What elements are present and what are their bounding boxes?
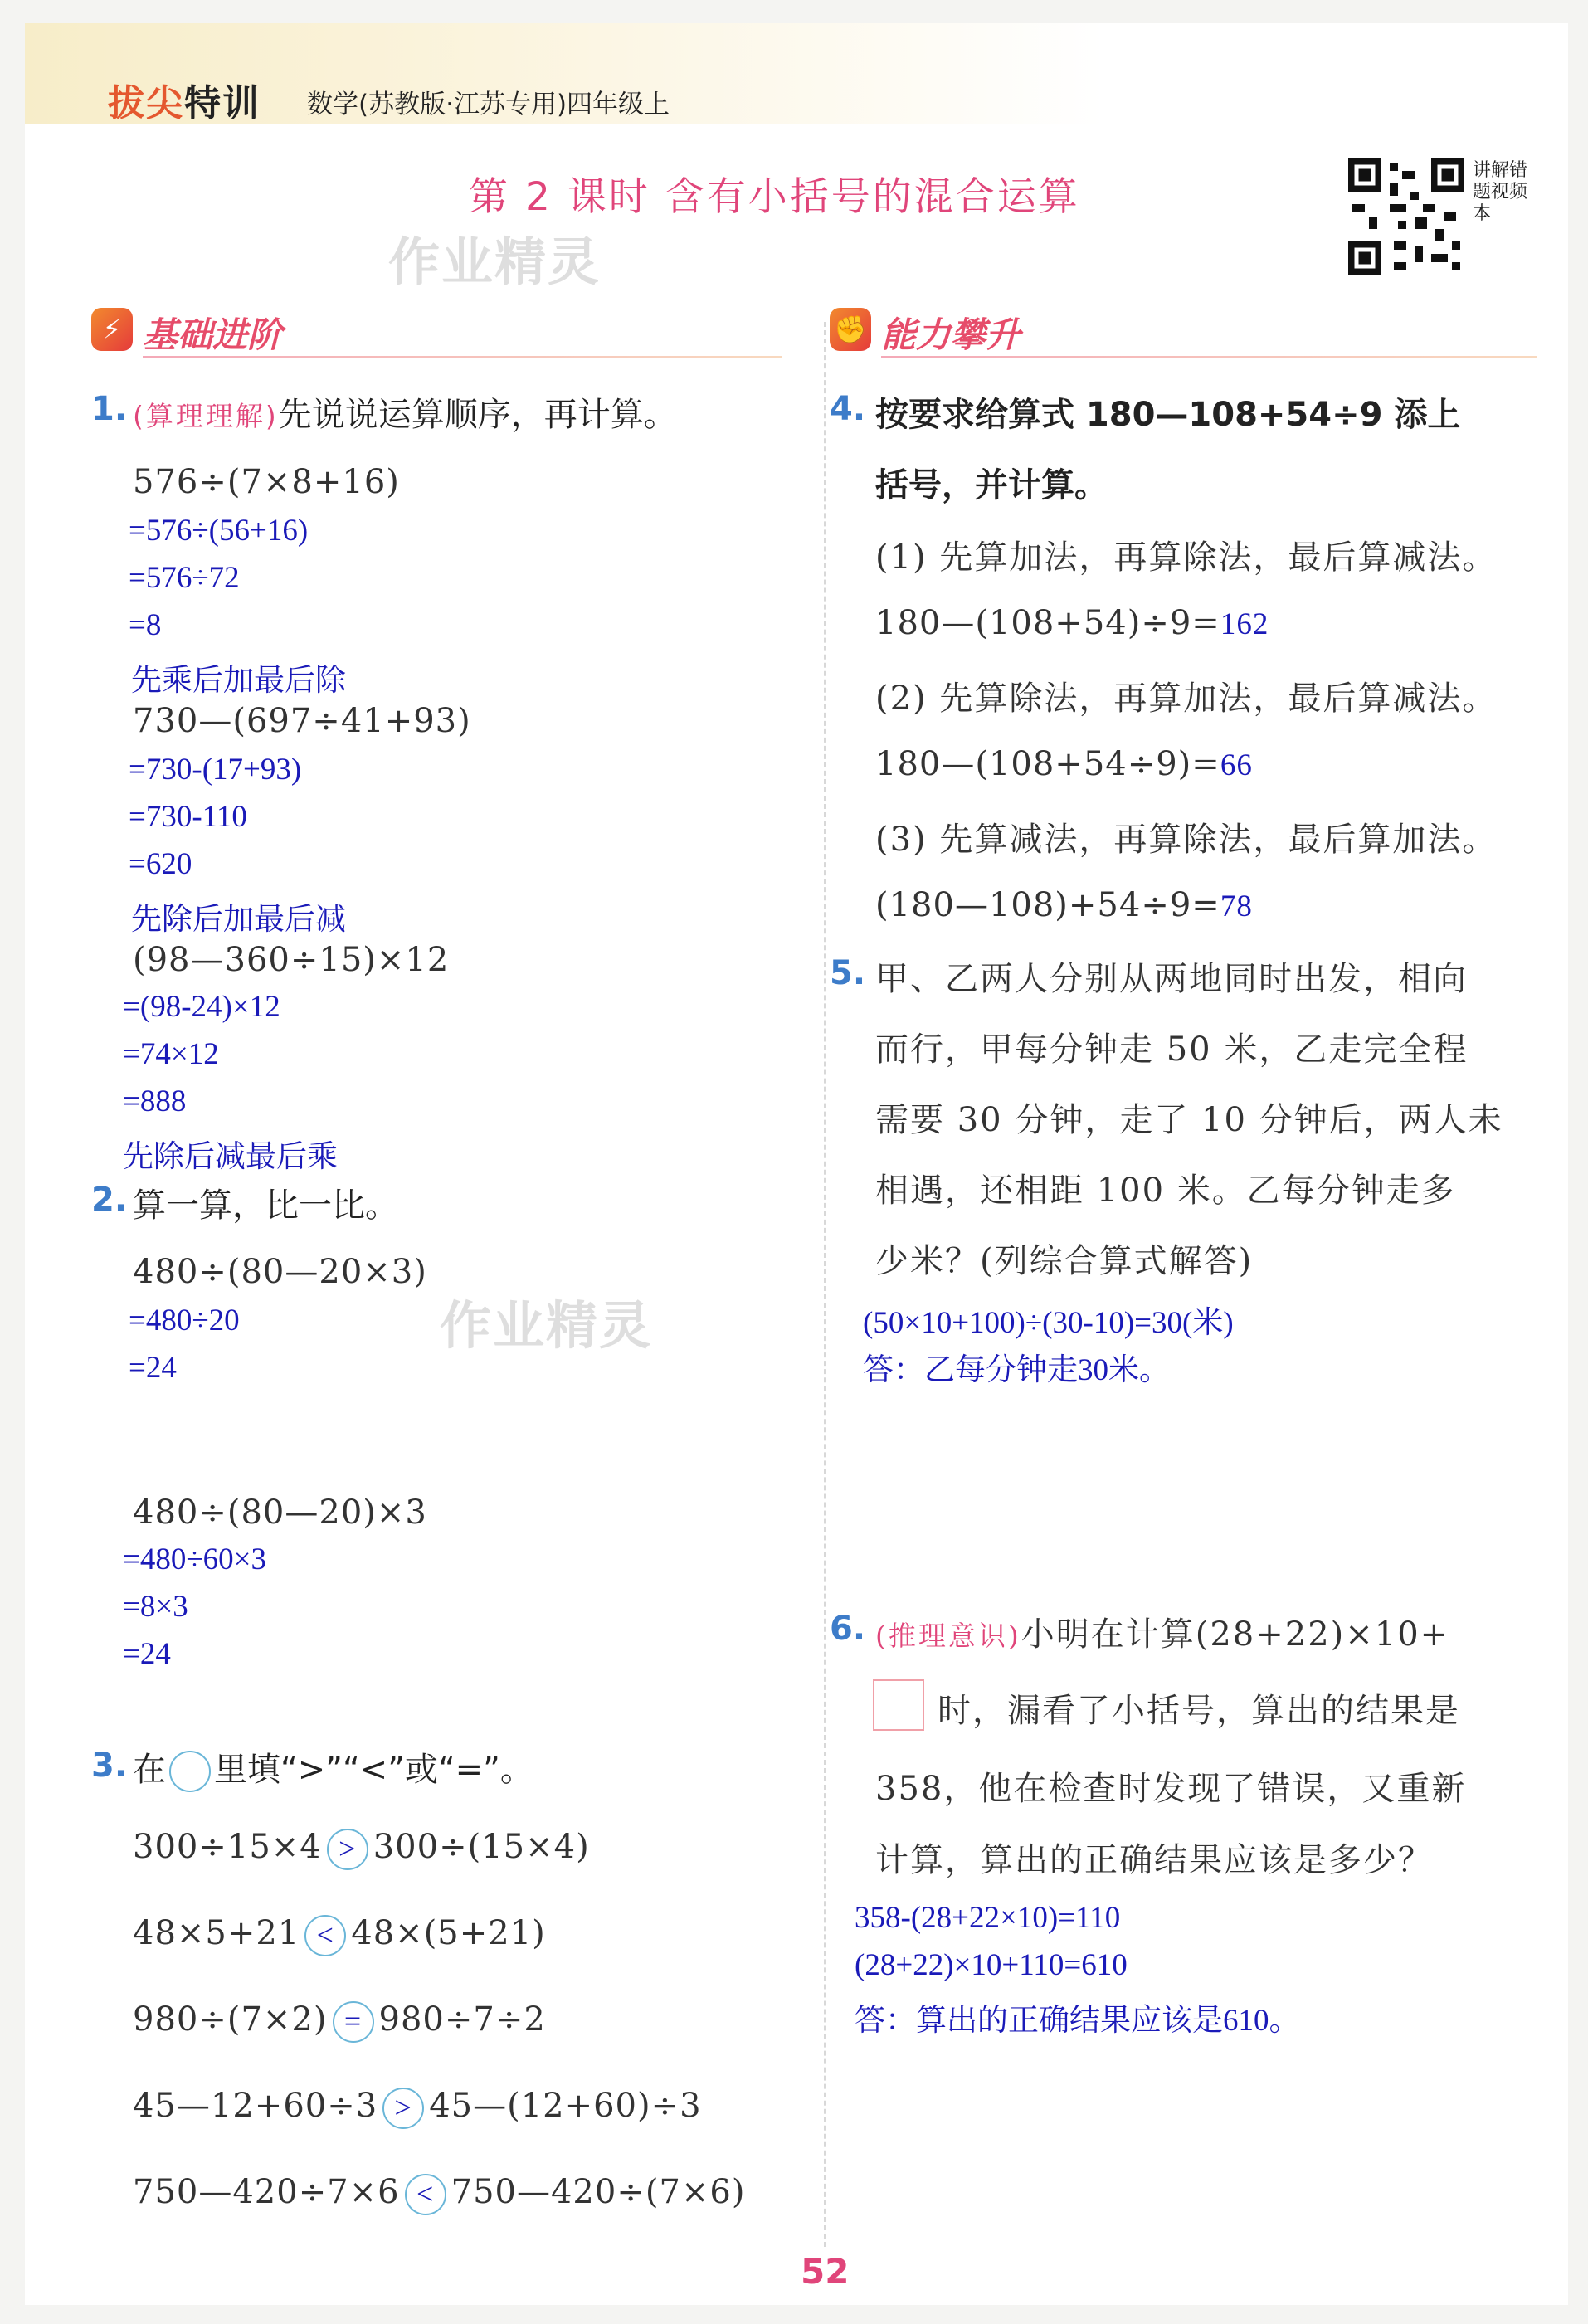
q4-answer: 162 bbox=[1220, 607, 1269, 641]
q1-expr-2: 730—(697÷41+93) bbox=[133, 702, 471, 740]
q1-step: =620 bbox=[129, 847, 192, 881]
q4-requirement: (1) 先算加法，再算除法，最后算减法。 bbox=[875, 538, 1498, 577]
q1-step: =8 bbox=[129, 608, 162, 642]
q1-order: 先除后加最后减 bbox=[131, 903, 346, 937]
q6-text-line4: 计算，算出的正确结果应该是多少？ bbox=[875, 1841, 1433, 1879]
q6-answer: 答：算出的正确结果应该是610。 bbox=[855, 2004, 1300, 2038]
q4-answer: 66 bbox=[1220, 748, 1253, 782]
q4-expression: 180—(108+54)÷9=162 bbox=[875, 604, 1269, 642]
q1-step: =888 bbox=[123, 1084, 187, 1118]
q3-answer-sign[interactable]: < bbox=[304, 1915, 346, 1956]
page-number: 52 bbox=[801, 2251, 850, 2292]
q3-row: 45—12+60÷3 > 45—(12+60)÷3 bbox=[133, 2087, 702, 2129]
q5-text-line: 需要 30 分钟，走了 10 分钟后，两人未 bbox=[875, 1101, 1503, 1139]
q1-expr-3: (98—360÷15)×12 bbox=[133, 941, 450, 979]
q2-step: =24 bbox=[123, 1637, 171, 1671]
section-underline bbox=[881, 356, 1537, 358]
q2-expr-1: 480÷(80—20×3) bbox=[133, 1253, 427, 1291]
q5-text-line: 而行，甲每分钟走 50 米，乙走完全程 bbox=[875, 1030, 1469, 1069]
watermark: 作业精灵 bbox=[440, 1295, 653, 1356]
workbook-page bbox=[25, 23, 1568, 2305]
q3-prompt: 在 里填“>”“<”或“=”。 bbox=[133, 1743, 533, 1792]
q5-answer: 答：乙每分钟走30米。 bbox=[863, 1353, 1170, 1387]
q1-step: =730-110 bbox=[129, 800, 247, 834]
q6-text-line3: 358，他在检查时发现了错误，又重新 bbox=[875, 1770, 1467, 1808]
q3-answer-sign[interactable]: > bbox=[327, 1829, 368, 1870]
q2-prompt: 算一算，比一比。 bbox=[133, 1186, 398, 1225]
q6-text-line2: 时，漏看了小括号，算出的结果是 bbox=[938, 1692, 1460, 1730]
q1-step: =730-(17+93) bbox=[129, 753, 302, 787]
blank-box[interactable] bbox=[873, 1679, 924, 1731]
watermark: 作业精灵 bbox=[388, 231, 602, 292]
q2-step: =8×3 bbox=[123, 1590, 188, 1624]
column-divider bbox=[824, 322, 826, 2247]
q1-number: 1. bbox=[91, 390, 128, 428]
q3-row: 980÷(7×2) = 980÷7÷2 bbox=[133, 2000, 546, 2043]
q4-number: 4. bbox=[830, 390, 866, 428]
qr-code-icon[interactable] bbox=[1344, 154, 1469, 279]
q4-requirement: (3) 先算减法，再算除法，最后算加法。 bbox=[875, 821, 1498, 859]
q4-expression: (180—108)+54÷9=78 bbox=[875, 886, 1253, 924]
blank-circle-icon bbox=[169, 1751, 211, 1792]
section-basic-title: 基础进阶 bbox=[143, 314, 283, 355]
q5-number: 5. bbox=[830, 954, 866, 992]
q1-order: 先除后减最后乘 bbox=[123, 1140, 338, 1174]
running-icon: ⚡ bbox=[91, 308, 133, 351]
q1-step: =74×12 bbox=[123, 1037, 219, 1071]
q3-row: 48×5+21 < 48×(5+21) bbox=[133, 1914, 546, 1956]
q6-answer: (28+22)×10+110=610 bbox=[855, 1948, 1128, 1982]
subject-label: 数学(苏教版·江苏专用)四年级上 bbox=[307, 90, 670, 119]
q5-text-line: 甲、乙两人分别从两地同时出发，相向 bbox=[875, 960, 1468, 998]
q5-text-line: 相遇，还相距 100 米。乙每分钟走多 bbox=[875, 1172, 1456, 1210]
section-basic bbox=[91, 301, 780, 359]
lesson-title: 第 2 课时 含有小括号的混合运算 bbox=[469, 174, 1080, 220]
header-band bbox=[25, 23, 1568, 124]
q1-step: =576÷72 bbox=[129, 561, 240, 595]
q4-prompt-line2: 括号，并计算。 bbox=[875, 466, 1108, 504]
q3-row: 750—420÷7×6 < 750—420÷(7×6) bbox=[133, 2173, 745, 2215]
q6-number: 6. bbox=[830, 1610, 866, 1648]
q1-order: 先乘后加最后除 bbox=[131, 664, 346, 698]
q3-number: 3. bbox=[91, 1747, 128, 1785]
q6-text-line1: (推理意识)小明在计算(28+22)×10+ bbox=[875, 1615, 1450, 1654]
q2-expr-2: 480÷(80—20)×3 bbox=[133, 1493, 427, 1532]
q4-expression: 180—(108+54÷9)=66 bbox=[875, 745, 1253, 783]
q4-prompt-line1: 按要求给算式 180—108+54÷9 添上 bbox=[875, 396, 1461, 434]
q1-expr-1: 576÷(7×8+16) bbox=[133, 463, 400, 501]
q4-requirement: (2) 先算除法，再算加法，最后算减法。 bbox=[875, 680, 1498, 718]
q2-step: =480÷60×3 bbox=[123, 1542, 267, 1576]
section-advanced-title: 能力攀升 bbox=[881, 314, 1021, 355]
q2-step: =24 bbox=[129, 1351, 177, 1385]
q6-answer: 358-(28+22×10)=110 bbox=[855, 1901, 1121, 1935]
q1-step: =576÷(56+16) bbox=[129, 514, 309, 548]
q3-row: 300÷15×4 > 300÷(15×4) bbox=[133, 1828, 590, 1870]
q1-prompt: (算理理解)先说说运算顺序，再计算。 bbox=[133, 396, 677, 434]
q4-answer: 78 bbox=[1220, 889, 1253, 923]
fist-icon: ✊ bbox=[830, 308, 871, 351]
q3-answer-sign[interactable]: > bbox=[382, 2088, 424, 2129]
q3-answer-sign[interactable]: = bbox=[333, 2001, 374, 2043]
qr-label: 讲解错题视频本 bbox=[1473, 160, 1528, 224]
q2-number: 2. bbox=[91, 1181, 128, 1219]
q5-text-line: 少米？(列综合算式解答) bbox=[875, 1242, 1254, 1280]
q3-answer-sign[interactable]: < bbox=[405, 2174, 446, 2215]
brand-logo: 拔尖特训 bbox=[108, 82, 261, 124]
section-advanced bbox=[830, 301, 1535, 359]
q2-step: =480÷20 bbox=[129, 1303, 240, 1337]
q1-step: =(98-24)×12 bbox=[123, 990, 280, 1024]
section-underline bbox=[143, 356, 782, 358]
q5-answer: (50×10+100)÷(30-10)=30(米) bbox=[863, 1306, 1234, 1340]
